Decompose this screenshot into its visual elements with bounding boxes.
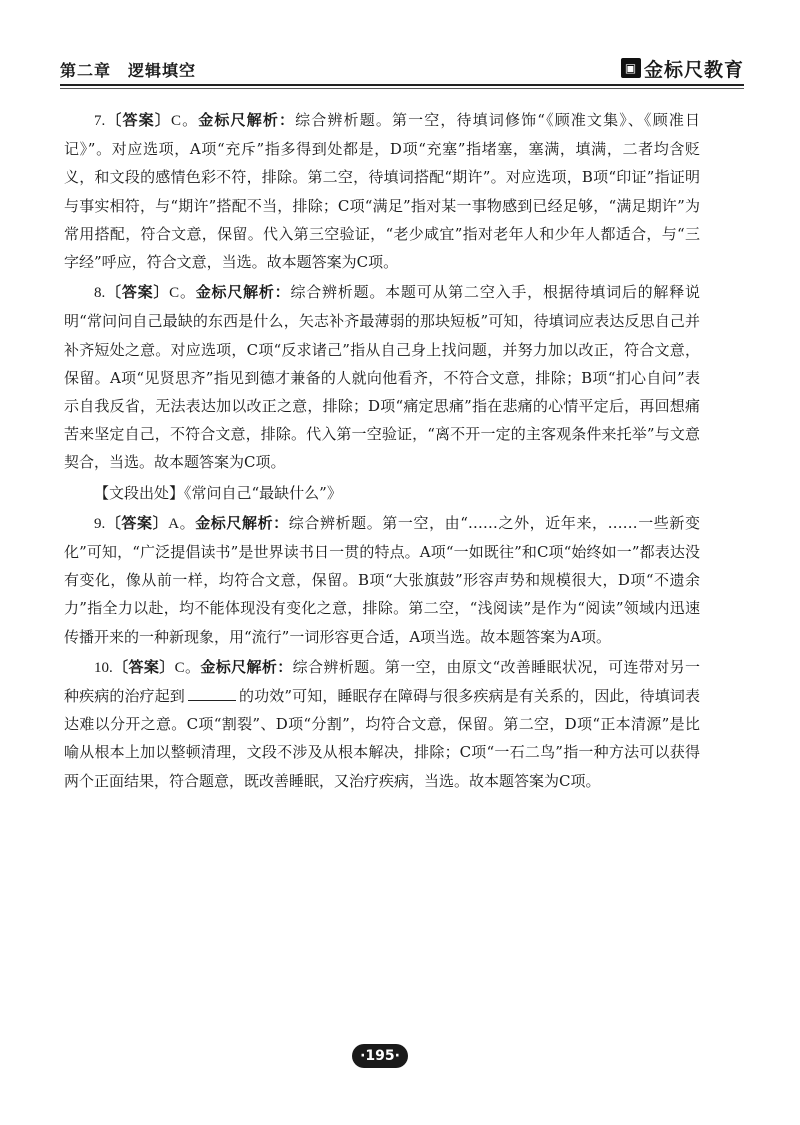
fill-in-blank [188,686,236,701]
answer-letter: C。 [169,285,196,302]
question-number: 10. [94,659,113,676]
chapter-title: 第二章 逻辑填空 [60,61,197,80]
analysis-label: 金标尺解析： [198,111,296,129]
passage-source: 【文段出处】《常问自己“最缺什么”》 [94,483,342,502]
analysis-label: 金标尺解析： [195,283,291,302]
header-rule-thin [60,88,744,89]
answer-label: 〔答案〕 [112,657,175,676]
answer-letter: A。 [168,515,196,532]
page-number: ·195· [352,1044,408,1068]
answer-label: 〔答案〕 [105,513,169,532]
brand [621,56,744,80]
book-logo-icon: ▣ [621,58,641,78]
answer-label: 〔答案〕 [105,111,171,129]
answer-letter: C。 [170,113,199,129]
analysis-text-before-blank: 综合辨析题。第一空，由原文“改善睡眠状况，可连带对另一种疾病的治疗起到 [64,657,700,706]
solution-8 [64,278,700,476]
analysis-text: 综合辨析题。第一空，待填词修饰“《顾准文集》、《顾准日记》”。对应选项，A项“充斥”指多得到处都是，D项“充塞”指堵塞，塞满，填满，二者均含贬义，和文段的感情色彩不符，排除。第二空，待填词搭配“期许”。对应选项，B项“印证”指证明与事实相符，与“期许”搭配不当，排除；C项“满足”指对某一事物感到已经足够，“满足期许”为常用搭配，符合文意，保留。代入第三空验证，“老少咸宜”指对老年人和少年人都适合，与“三字经”呼应，符合文意，当选。故本题答案为C项。 [64,111,700,272]
page-header [60,56,744,84]
question-number: 9. [94,515,106,532]
analysis-label: 金标尺解析： [200,657,293,676]
brand-name: 金标尺教育 [643,58,744,81]
analysis-text-after-blank: 的功效”可知，睡眠存在障碍与很多疾病是有关系的，因此，待填词表达难以分开之意。C项“割裂”、D项“分割”，均符合文意，保留。第二空，D项“正本清源”是比喻从根本上加以整顿清理，文段不涉及从根本解决，排除；C项“一石二鸟”指一种方法可以获得两个正面结果，符合题意，既改善睡眠，又治疗疾病，当选。故本题答案为C项。 [64,687,700,790]
solution-7 [64,106,700,276]
question-number: 7. [94,113,106,129]
solution-9 [64,509,700,651]
analysis-text: 综合辨析题。本题可从第二空入手，根据待填词后的解释说明“常问问自己最缺的东西是什么，矢志补齐最薄弱的那块短板”可知，待填词应表达反思自己并补齐短处之意。对应选项，C项“反求诸己”指从自己身上找问题，并努力加以改正，符合文意，保留。A项“见贤思齐”指见到德才兼备的人就向他看齐，不符合文意，排除；B项“扪心自问”表示自我反省，无法表达加以改正之意，排除；D项“痛定思痛”指在悲痛的心情平定后，再回想痛苦来坚定自己，不符合文意，排除。代入第一空验证，“离不开一定的主客观条件来托举”与文意契合，当选。故本题答案为C项。 [64,283,700,472]
solution-10 [64,653,700,795]
answer-letter: C。 [174,659,201,676]
question-number: 8. [94,285,106,302]
header-rule-thick [60,84,744,86]
answer-content [64,106,700,797]
analysis-text: 综合辨析题。第一空，由“……之外，近年来，……一些新变化”可知，“广泛提倡读书”是世界读书日一贯的特点。A项“一如既往”和C项“始终如一”都表达没有变化，像从前一样，均符合文意，保留。B项“大张旗鼓”形容声势和规模很大，D项“不遗余力”指全力以赴，均不能体现没有变化之意，排除。第二空，“浅阅读”是作为“阅读”领域内迅速传播开来的一种新现象，用“流行”一词形容更合适，A项当选。故本题答案为A项。 [64,513,700,646]
answer-label: 〔答案〕 [105,283,170,302]
analysis-label: 金标尺解析： [195,513,289,532]
